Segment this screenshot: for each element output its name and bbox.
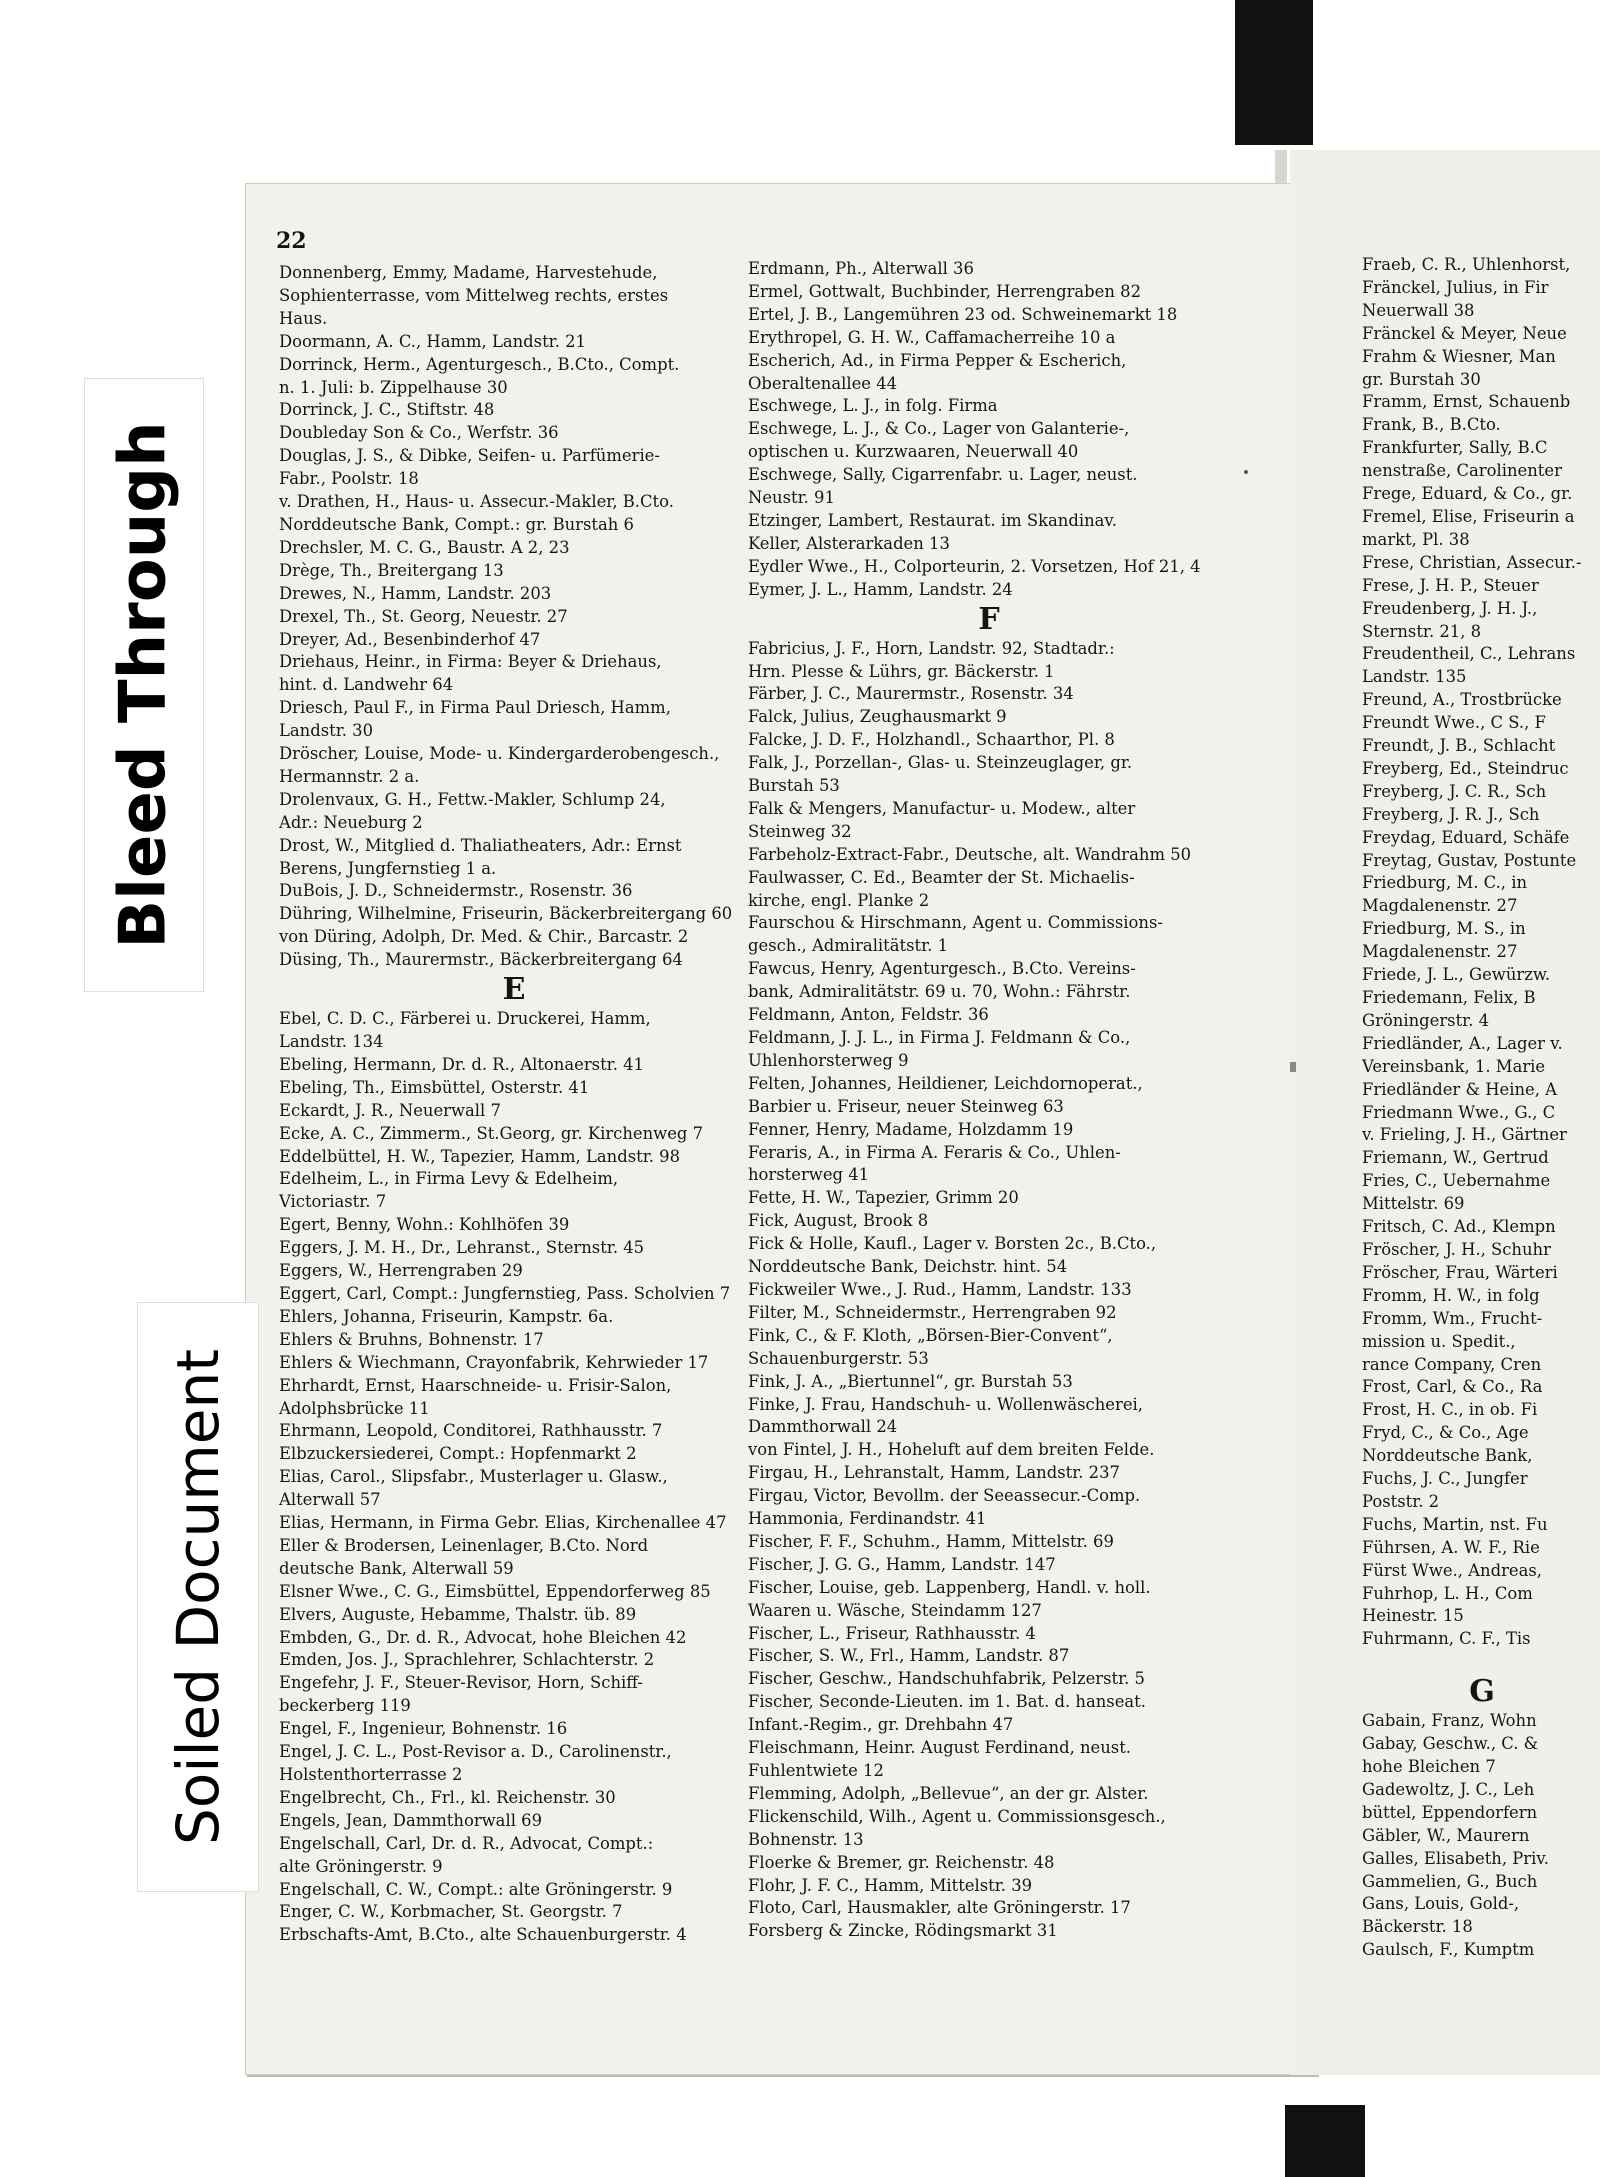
directory-entry-line: Berens, Jungfernstieg 1 a. xyxy=(279,858,497,878)
directory-entry-line: Burstah 53 xyxy=(748,776,840,796)
directory-entry-line: Friemann, W., Gertrud xyxy=(1362,1148,1549,1168)
directory-entry-line: Fritsch, C. Ad., Klempn xyxy=(1362,1217,1556,1237)
directory-entry-line: Finke, J. Frau, Handschuh- u. Wollenwäscherei, xyxy=(748,1394,1143,1414)
directory-entry-line: Freundt Wwe., C S., F xyxy=(1362,713,1546,733)
directory-entry-line: Ebel, C. D. C., Färberei u. Druckerei, Hamm, xyxy=(279,1009,651,1029)
directory-entry-line: Ertel, J. B., Langemühren 23 od. Schweinemarkt 18 xyxy=(748,304,1178,324)
directory-entry-line: Driehaus, Heinr., in Firma: Beyer & Driehaus, xyxy=(279,652,662,672)
directory-entry-line: Edelheim, L., in Firma Levy & Edelheim, xyxy=(279,1169,619,1189)
directory-entry-line: Fries, C., Uebernahme xyxy=(1362,1171,1551,1191)
directory-entry-line: Douglas, J. S., & Dibke, Seifen- u. Parfümerie- xyxy=(279,446,660,466)
directory-entry-line: Führsen, A. W. F., Rie xyxy=(1362,1537,1540,1557)
directory-entry-line: Fromm, H. W., in folg xyxy=(1362,1285,1540,1305)
directory-entry-line: hohe Bleichen 7 xyxy=(1362,1757,1496,1776)
directory-entry-line: Eschwege, Sally, Cigarrenfabr. u. Lager, neust. xyxy=(748,465,1138,485)
directory-entry-line: Dühring, Wilhelmine, Friseurin, Bäckerbreitergang 60 xyxy=(279,904,733,924)
directory-entry-line: Etzinger, Lambert, Restaurat. im Skandinav. xyxy=(748,510,1117,530)
directory-entry-line: Firgau, Victor, Bevollm. der Seeassecur.-Comp. xyxy=(748,1486,1141,1506)
directory-entry-line: Flickenschild, Wilh., Agent u. Commissionsgesch., xyxy=(748,1806,1166,1826)
directory-entry-line: Freytag, Gustav, Postunte xyxy=(1362,850,1577,870)
section-letter-heading: F xyxy=(978,601,1000,637)
directory-entry-line: Ehrmann, Leopold, Conditorei, Rathhausstr. 7 xyxy=(279,1421,663,1441)
directory-entry-line: Elias, Carol., Slipsfabr., Musterlager u. Glasw., xyxy=(279,1467,668,1487)
directory-entry-line: büttel, Eppendorfern xyxy=(1362,1802,1538,1822)
directory-entry-line: Bohnenstr. 13 xyxy=(748,1829,864,1849)
directory-entry-line: Floerke & Bremer, gr. Reichenstr. 48 xyxy=(748,1852,1055,1872)
directory-entry-line: Adr.: Neueburg 2 xyxy=(279,812,423,832)
directory-entry-line: Eggers, J. M. H., Dr., Lehranst., Sternstr. 45 xyxy=(279,1238,645,1258)
directory-entry-line: Eller & Brodersen, Leinenlager, B.Cto. Nord xyxy=(279,1535,649,1555)
directory-entry-line: deutsche Bank, Alterwall 59 xyxy=(279,1558,514,1578)
directory-entry-line: Eggers, W., Herrengraben 29 xyxy=(279,1261,523,1281)
directory-entry-line: Feraris, A., in Firma A. Feraris & Co., Uhlen- xyxy=(748,1142,1121,1162)
directory-entry-line: Fenner, Henry, Madame, Holzdamm 19 xyxy=(748,1119,1074,1139)
directory-entry-line: Victoriastr. 7 xyxy=(279,1192,387,1212)
directory-entry-line: horsterweg 41 xyxy=(748,1165,870,1185)
directory-entry-line: Frege, Eduard, & Co., gr. xyxy=(1362,484,1573,504)
directory-entry-line: markt, Pl. 38 xyxy=(1362,529,1470,549)
directory-entry-line: Ecke, A. C., Zimmerm., St.Georg, gr. Kirchenweg 7 xyxy=(279,1123,704,1143)
directory-entry-line: gesch., Admiralitätstr. 1 xyxy=(748,936,948,956)
directory-entry-line: DuBois, J. D., Schneidermstr., Rosenstr. 36 xyxy=(279,881,633,901)
directory-entry-line: Fröscher, J. H., Schuhr xyxy=(1362,1239,1551,1259)
directory-entry-line: Elvers, Auguste, Hebamme, Thalstr. üb. 89 xyxy=(279,1604,637,1624)
directory-entry-line: Fischer, S. W., Frl., Hamm, Landstr. 87 xyxy=(748,1646,1070,1666)
directory-entry-line: Freundt, J. B., Schlacht xyxy=(1362,736,1556,756)
directory-entry-line: Engel, J. C. L., Post-Revisor a. D., Carolinenstr., xyxy=(279,1742,672,1762)
directory-entry-line: Egert, Benny, Wohn.: Kohlhöfen 39 xyxy=(279,1215,570,1235)
directory-entry-line: Fick & Holle, Kaufl., Lager v. Borsten 2c., B.Cto., xyxy=(748,1234,1157,1254)
directory-entry-line: Uhlenhorsterweg 9 xyxy=(748,1050,909,1070)
directory-entry-line: alte Gröningerstr. 9 xyxy=(279,1856,443,1876)
directory-entry-line: Elias, Hermann, in Firma Gebr. Elias, Kirchenallee 47 xyxy=(279,1513,727,1533)
directory-entry-line: Landstr. 134 xyxy=(279,1032,384,1051)
directory-entry-line: Fabricius, J. F., Horn, Landstr. 92, Stadtadr.: xyxy=(748,638,1115,658)
directory-entry-line: Fleischmann, Heinr. August Ferdinand, neust. xyxy=(748,1738,1132,1758)
directory-entry-line: Floto, Carl, Hausmakler, alte Gröningerstr. 17 xyxy=(748,1898,1131,1918)
directory-entry-line: Steinweg 32 xyxy=(748,821,852,841)
directory-entry-line: Landstr. 30 xyxy=(279,721,374,741)
directory-entry-line: Feldmann, J. J. L., in Firma J. Feldmann & Co., xyxy=(748,1028,1131,1047)
directory-entry-line: Holstenthorterrasse 2 xyxy=(279,1765,463,1784)
directory-entry-line: Elsner Wwe., C. G., Eimsbüttel, Eppendorferweg 85 xyxy=(279,1581,711,1601)
directory-entry-line: Freyberg, J. R. J., Sch xyxy=(1362,804,1540,824)
directory-entry-line: Norddeutsche Bank, xyxy=(1362,1446,1533,1466)
directory-entry-line: Fränckel, Julius, in Fir xyxy=(1362,277,1549,297)
directory-entry-line: Freund, A., Trostbrücke xyxy=(1362,690,1562,710)
directory-entry-line: Feldmann, Anton, Feldstr. 36 xyxy=(748,1005,989,1025)
directory-entry-line: Friedländer & Heine, A xyxy=(1362,1079,1557,1099)
directory-entry-line: Fuhlentwiete 12 xyxy=(748,1761,884,1780)
directory-entry-line: Dreyer, Ad., Besenbinderhof 47 xyxy=(279,629,541,649)
directory-entry-line: Schauenburgerstr. 53 xyxy=(748,1348,929,1368)
directory-entry-line: Falck, Julius, Zeughausmarkt 9 xyxy=(748,707,1007,727)
directory-entry-line: Flohr, J. F. C., Hamm, Mittelstr. 39 xyxy=(748,1875,1033,1895)
directory-entry-line: Fawcus, Henry, Agenturgesch., B.Cto. Vereins- xyxy=(748,959,1136,979)
directory-entry-line: bank, Admiralitätstr. 69 u. 70, Wohn.: Fährstr. xyxy=(748,982,1131,1002)
directory-entry-line: Fröscher, Frau, Wärteri xyxy=(1362,1262,1558,1282)
directory-entry-line: Gröningerstr. 4 xyxy=(1362,1010,1490,1030)
directory-entry-line: Frost, H. C., in ob. Fi xyxy=(1362,1400,1538,1420)
directory-entry-line: Fuhrmann, C. F., Tis xyxy=(1362,1629,1531,1649)
directory-entry-line: Fischer, L., Friseur, Rathhausstr. 4 xyxy=(748,1623,1036,1643)
directory-entry-line: Ehrhardt, Ernst, Haarschneide- u. Frisir-Salon, xyxy=(279,1375,672,1395)
directory-entry-line: Eschwege, L. J., & Co., Lager von Galanterie-, xyxy=(748,419,1130,439)
directory-entry-line: Engels, Jean, Dammthorwall 69 xyxy=(279,1810,543,1830)
directory-entry-line: Ehlers & Bruhns, Bohnenstr. 17 xyxy=(279,1329,544,1349)
directory-entry-line: Fischer, Louise, geb. Lappenberg, Handl. v. holl. xyxy=(748,1577,1151,1597)
directory-entry-line: n. 1. Juli: b. Zippelhause 30 xyxy=(279,377,508,397)
directory-entry-line: Dorrinck, J. C., Stiftstr. 48 xyxy=(279,400,495,420)
directory-entry-line: Ebeling, Hermann, Dr. d. R., Altonaerstr. 41 xyxy=(279,1054,644,1074)
directory-entry-line: Fink, C., & F. Kloth, „Börsen-Bier-Convent“, xyxy=(748,1325,1113,1345)
directory-entry-line: Fick, August, Brook 8 xyxy=(748,1211,929,1231)
directory-entry-line: von Düring, Adolph, Dr. Med. & Chir., Barcastr. 2 xyxy=(279,927,689,947)
directory-entry-line: Landstr. 135 xyxy=(1362,667,1467,687)
ink-speck xyxy=(1244,470,1248,474)
directory-entry-line: Enger, C. W., Korbmacher, St. Georgstr. 7 xyxy=(279,1902,623,1922)
directory-entry-line: Friedländer, A., Lager v. xyxy=(1362,1033,1563,1053)
directory-entry-line: Drexel, Th., St. Georg, Neuestr. 27 xyxy=(279,606,568,626)
directory-entry-line: Farbeholz-Extract-Fabr., Deutsche, alt. Wandrahm 50 xyxy=(748,844,1192,864)
directory-entry-line: Elbzuckersiederei, Compt.: Hopfenmarkt 2 xyxy=(279,1444,637,1464)
directory-entry-line: Norddeutsche Bank, Compt.: gr. Burstah 6 xyxy=(279,514,634,534)
directory-entry-line: Fette, H. W., Tapezier, Grimm 20 xyxy=(748,1188,1019,1208)
directory-entry-line: von Fintel, J. H., Hoheluft auf dem breiten Felde. xyxy=(748,1440,1155,1460)
directory-entry-line: v. Frieling, J. H., Gärtner xyxy=(1362,1125,1567,1145)
directory-entry-line: Gaulsch, F., Kumptm xyxy=(1362,1940,1535,1960)
scanner-edge-top xyxy=(1235,0,1313,145)
directory-entry-line: Faurschou & Hirschmann, Agent u. Commissions- xyxy=(748,913,1163,933)
directory-entry-line: Friedemann, Felix, B xyxy=(1362,988,1536,1007)
scanner-edge-bottom xyxy=(1285,2105,1365,2177)
directory-entry-line: Ermel, Gottwalt, Buchbinder, Herrengraben 82 xyxy=(748,281,1141,301)
directory-entry-line: Frost, Carl, & Co., Ra xyxy=(1362,1377,1543,1397)
directory-entry-line: Drost, W., Mitglied d. Thaliatheaters, Adr.: Ernst xyxy=(279,835,682,855)
directory-entry-line: Forsberg & Zincke, Rödingsmarkt 31 xyxy=(748,1921,1058,1941)
directory-entry-line: Friedburg, M. S., in xyxy=(1362,919,1526,939)
directory-column-1 xyxy=(279,262,749,1947)
directory-entry-line: Doormann, A. C., Hamm, Landstr. 21 xyxy=(279,331,586,351)
directory-entry-line: Emden, Jos. J., Sprachlehrer, Schlachterstr. 2 xyxy=(279,1650,655,1670)
directory-entry-line: Gabain, Franz, Wohn xyxy=(1362,1711,1537,1731)
directory-entry-line: Neustr. 91 xyxy=(748,488,835,508)
directory-entry-line: Eymer, J. L., Hamm, Landstr. 24 xyxy=(748,579,1013,599)
directory-entry-line: Fuhrhop, L. H., Com xyxy=(1362,1583,1533,1603)
directory-entry-line: Donnenberg, Emmy, Madame, Harvestehude, xyxy=(279,263,658,282)
directory-entry-line: optischen u. Kurzwaaren, Neuerwall 40 xyxy=(748,442,1079,462)
directory-entry-line: Fuchs, J. C., Jungfer xyxy=(1362,1469,1528,1489)
directory-entry-line: Flemming, Adolph, „Bellevue“, an der gr. Alster. xyxy=(748,1783,1149,1803)
directory-entry-line: Falk & Mengers, Manufactur- u. Modew., alter xyxy=(748,798,1136,818)
directory-column-3 xyxy=(1362,254,1600,1962)
directory-entry-line: Gammelien, G., Buch xyxy=(1362,1871,1538,1891)
directory-entry-line: Erythropel, G. H. W., Caffamacherreihe 10 a xyxy=(748,327,1116,347)
directory-entry-line: Eddelbüttel, H. W., Tapezier, Hamm, Landstr. 98 xyxy=(279,1146,681,1166)
directory-entry-line: Erbschafts-Amt, B.Cto., alte Schauenburgerstr. 4 xyxy=(279,1925,687,1945)
directory-entry-line: Fischer, Seconde-Lieuten. im 1. Bat. d. hanseat. xyxy=(748,1692,1146,1712)
directory-entry-line: Eggert, Carl, Compt.: Jungfernstieg, Pass. Scholvien 7 xyxy=(279,1283,731,1303)
directory-entry-line: Vereinsbank, 1. Marie xyxy=(1362,1056,1546,1076)
directory-entry-line: Friedmann Wwe., G., C xyxy=(1362,1102,1556,1122)
bleed-through-label: Bleed Through xyxy=(84,378,204,992)
directory-entry-line: Mittelstr. 69 xyxy=(1362,1194,1465,1214)
directory-entry-line: Magdalenenstr. 27 xyxy=(1362,942,1518,962)
directory-entry-line: Frese, Christian, Assecur.- xyxy=(1362,552,1582,572)
directory-entry-line: Fabr., Poolstr. 18 xyxy=(279,469,419,489)
directory-entry-line: Keller, Alsterarkaden 13 xyxy=(748,533,950,553)
directory-entry-line: Gans, Louis, Gold-, xyxy=(1362,1894,1520,1914)
directory-entry-line: Framm, Ernst, Schauenb xyxy=(1362,392,1571,412)
directory-column-2 xyxy=(748,258,1230,1943)
directory-entry-line: Haus. xyxy=(279,308,328,328)
page-number: 22 xyxy=(276,228,307,254)
directory-entry-line: Eydler Wwe., H., Colporteurin, 2. Vorsetzen, Hof 21, 4 xyxy=(748,556,1201,576)
directory-entry-line: Frahm & Wiesner, Man xyxy=(1362,346,1556,366)
directory-entry-line: Drewes, N., Hamm, Landstr. 203 xyxy=(279,583,552,603)
directory-entry-line: v. Drathen, H., Haus- u. Assecur.-Makler, B.Cto. xyxy=(279,492,674,512)
directory-entry-line: Freyberg, J. C. R., Sch xyxy=(1362,781,1547,801)
directory-entry-line: kirche, engl. Planke 2 xyxy=(748,890,930,910)
directory-entry-line: Friede, J. L., Gewürzw. xyxy=(1362,965,1551,985)
directory-entry-line: Fryd, C., & Co., Age xyxy=(1362,1423,1529,1443)
directory-entry-line: Freudenberg, J. H. J., xyxy=(1362,598,1538,618)
directory-entry-line: Falcke, J. D. F., Holzhandl., Schaarthor, Pl. 8 xyxy=(748,730,1115,750)
directory-entry-line: Gabay, Geschw., C. & xyxy=(1362,1734,1539,1754)
directory-entry-line: Drège, Th., Breitergang 13 xyxy=(279,560,504,580)
directory-entry-line: Norddeutsche Bank, Deichstr. hint. 54 xyxy=(748,1257,1068,1277)
directory-entry-line: Dorrinck, Herm., Agenturgesch., B.Cto., Compt. xyxy=(279,354,680,374)
directory-entry-line: Galles, Elisabeth, Priv. xyxy=(1362,1848,1549,1868)
directory-entry-line: Drechsler, M. C. G., Baustr. A 2, 23 xyxy=(279,537,570,557)
directory-entry-line: Oberaltenallee 44 xyxy=(748,373,898,393)
directory-entry-line: Drolenvaux, G. H., Fettw.-Makler, Schlump 24, xyxy=(279,789,666,809)
directory-entry-line: Engelschall, C. W., Compt.: alte Gröningerstr. 9 xyxy=(279,1879,673,1899)
directory-entry-line: Eschwege, L. J., in folg. Firma xyxy=(748,396,998,416)
ink-speck xyxy=(1290,1062,1296,1072)
directory-entry-line: Fuchs, Martin, nst. Fu xyxy=(1362,1514,1548,1534)
directory-entry-line: Erdmann, Ph., Alterwall 36 xyxy=(748,259,974,278)
directory-entry-line: mission u. Spedit., xyxy=(1362,1331,1516,1351)
directory-entry-line: nenstraße, Carolinenter xyxy=(1362,461,1562,481)
directory-entry-line: Freydag, Eduard, Schäfe xyxy=(1362,827,1570,847)
directory-entry-line: hint. d. Landwehr 64 xyxy=(279,675,454,695)
directory-entry-line: Infant.-Regim., gr. Drehbahn 47 xyxy=(748,1715,1014,1735)
directory-entry-line: Ehlers & Wiechmann, Crayonfabrik, Kehrwieder 17 xyxy=(279,1352,709,1372)
directory-entry-line: Fremel, Elise, Friseurin a xyxy=(1362,506,1575,526)
directory-entry-line: Driesch, Paul F., in Firma Paul Driesch, Hamm, xyxy=(279,698,671,718)
directory-entry-line: Felten, Johannes, Heildiener, Leichdornoperat., xyxy=(748,1073,1143,1093)
directory-entry-line: Hrn. Plesse & Lührs, gr. Bäckerstr. 1 xyxy=(748,661,1055,681)
directory-entry-line: Fürst Wwe., Andreas, xyxy=(1362,1560,1542,1580)
directory-entry-line: Barbier u. Friseur, neuer Steinweg 63 xyxy=(748,1096,1064,1116)
directory-entry-line: Fraeb, C. R., Uhlenhorst, xyxy=(1362,255,1571,274)
directory-entry-line: Färber, J. C., Maurermstr., Rosenstr. 34 xyxy=(748,684,1074,704)
directory-entry-line: Eckardt, J. R., Neuerwall 7 xyxy=(279,1100,501,1120)
directory-entry-line: Sternstr. 21, 8 xyxy=(1362,621,1482,641)
directory-entry-line: Fickweiler Wwe., J. Rud., Hamm, Landstr. 133 xyxy=(748,1279,1132,1299)
directory-entry-line: Frese, J. H. P., Steuer xyxy=(1362,575,1539,595)
directory-entry-line: beckerberg 119 xyxy=(279,1696,411,1716)
directory-entry-line: Neuerwall 38 xyxy=(1362,300,1475,320)
directory-entry-line: Alterwall 57 xyxy=(279,1490,381,1510)
directory-entry-line: rance Company, Cren xyxy=(1362,1354,1542,1374)
directory-entry-line: Friedburg, M. C., in xyxy=(1362,873,1528,893)
directory-entry-line: Bäckerstr. 18 xyxy=(1362,1917,1473,1937)
directory-entry-line: Firgau, H., Lehranstalt, Hamm, Landstr. 237 xyxy=(748,1463,1120,1483)
directory-entry-line: Frank, B., B.Cto. xyxy=(1362,415,1501,435)
directory-entry-line: Heinestr. 15 xyxy=(1362,1606,1464,1626)
directory-entry-line: Fromm, Wm., Frucht- xyxy=(1362,1308,1543,1328)
directory-entry-line: Fink, J. A., „Biertunnel“, gr. Burstah 53 xyxy=(748,1371,1073,1391)
directory-entry-line: Frankfurter, Sally, B.C xyxy=(1362,438,1548,458)
section-letter-heading: G xyxy=(1469,1674,1495,1710)
directory-entry-line: Waaren u. Wäsche, Steindamm 127 xyxy=(748,1600,1042,1620)
soiled-document-label: Soiled Document xyxy=(137,1302,259,1892)
directory-entry-line: Ebeling, Th., Eimsbüttel, Osterstr. 41 xyxy=(279,1077,590,1097)
directory-entry-line: Dammthorwall 24 xyxy=(748,1417,898,1437)
directory-entry-line: Sophienterrasse, vom Mittelweg rechts, erstes xyxy=(279,285,669,305)
directory-entry-line: Dröscher, Louise, Mode- u. Kindergarderobengesch., xyxy=(279,744,720,764)
directory-entry-line: Gäbler, W., Maurern xyxy=(1362,1825,1530,1845)
directory-entry-line: Doubleday Son & Co., Werfstr. 36 xyxy=(279,423,559,443)
directory-entry-line: Ehlers, Johanna, Friseurin, Kampstr. 6a. xyxy=(279,1306,614,1326)
directory-entry-line: Poststr. 2 xyxy=(1362,1491,1440,1511)
directory-entry-line: Freudentheil, C., Lehrans xyxy=(1362,644,1576,664)
directory-entry-line: Faulwasser, C. Ed., Beamter der St. Michaelis- xyxy=(748,867,1135,887)
directory-entry-line: Hammonia, Ferdinandstr. 41 xyxy=(748,1509,987,1529)
directory-entry-line: Engelbrecht, Ch., Frl., kl. Reichenstr. 30 xyxy=(279,1787,616,1807)
directory-entry-line: Filter, M., Schneidermstr., Herrengraben 92 xyxy=(748,1302,1117,1322)
directory-entry-line: Düsing, Th., Maurermstr., Bäckerbreitergang 64 xyxy=(279,950,683,970)
directory-entry-line: Fischer, J. G. G., Hamm, Landstr. 147 xyxy=(748,1554,1056,1574)
directory-entry-line: Freyberg, Ed., Steindruc xyxy=(1362,758,1569,778)
directory-entry-line: gr. Burstah 30 xyxy=(1362,369,1481,389)
directory-entry-line xyxy=(1362,1651,1600,1674)
directory-entry-line: Magdalenenstr. 27 xyxy=(1362,896,1518,916)
directory-entry-line: Falk, J., Porzellan-, Glas- u. Steinzeuglager, gr. xyxy=(748,753,1133,773)
directory-entry-line: Hermannstr. 2 a. xyxy=(279,766,420,786)
directory-entry-line: Fischer, F. F., Schuhm., Hamm, Mittelstr. 69 xyxy=(748,1531,1114,1551)
directory-entry-line: Engelschall, Carl, Dr. d. R., Advocat, Compt.: xyxy=(279,1833,654,1853)
directory-entry-line: Engel, F., Ingenieur, Bohnenstr. 16 xyxy=(279,1719,568,1739)
directory-entry-line: Fischer, Geschw., Handschuhfabrik, Pelzerstr. 5 xyxy=(748,1669,1145,1689)
section-letter-heading: E xyxy=(502,972,526,1008)
directory-entry-line: Escherich, Ad., in Firma Pepper & Escherich, xyxy=(748,350,1127,370)
directory-entry-line: Fränckel & Meyer, Neue xyxy=(1362,323,1567,343)
directory-entry-line: Embden, G., Dr. d. R., Advocat, hohe Bleichen 42 xyxy=(279,1627,687,1647)
directory-entry-line: Engefehr, J. F., Steuer-Revisor, Horn, Schiff- xyxy=(279,1673,643,1693)
directory-entry-line: Gadewoltz, J. C., Leh xyxy=(1362,1779,1535,1799)
directory-entry-line: Adolphsbrücke 11 xyxy=(279,1398,430,1418)
